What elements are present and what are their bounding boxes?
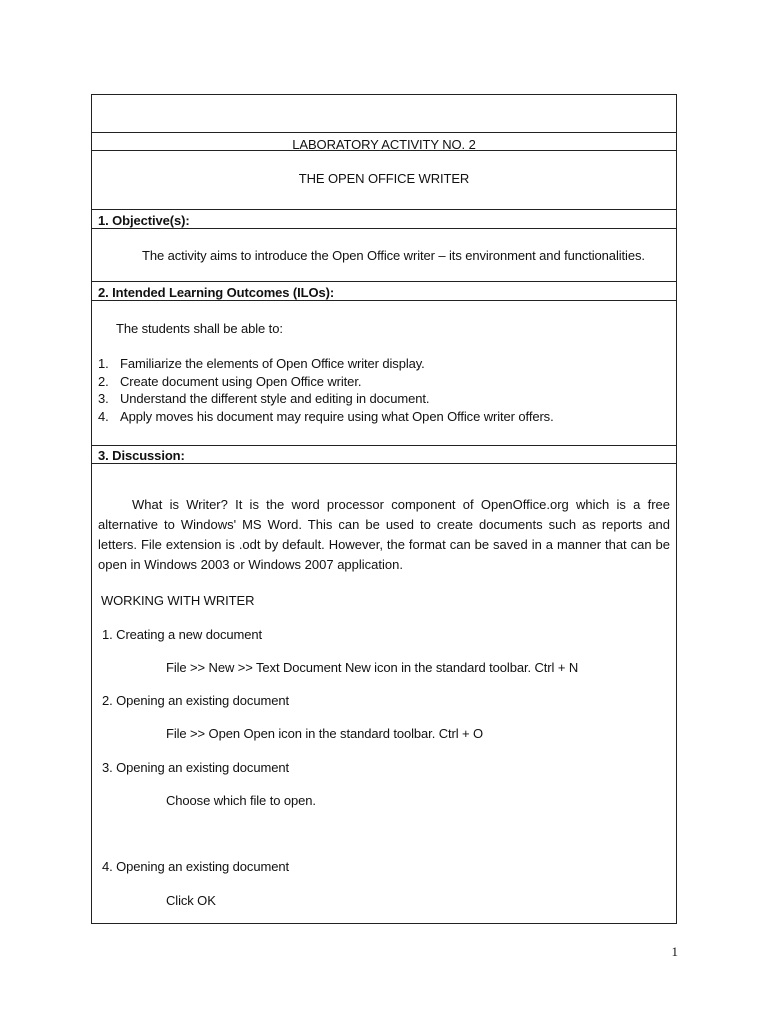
row-divider	[92, 300, 676, 301]
row-divider	[92, 209, 676, 210]
row-divider	[92, 150, 676, 151]
step-title: 3. Opening an existing document	[102, 760, 289, 775]
row-divider	[92, 445, 676, 446]
step-detail: Click OK	[166, 893, 216, 908]
discussion-paragraph: What is Writer? It is the word processor component of OpenOffice.org which is a free alternative to Windows' MS Word. This can be used to create documents such as reports and letters. File extension is .odt by default. However, the format can be saved in a manner that can be open in Windows 2003 or Windows 2007 application.	[98, 497, 670, 572]
objectives-heading: 1. Objective(s):	[98, 213, 190, 228]
section-title: WORKING WITH WRITER	[101, 593, 255, 608]
ilos-intro: The students shall be able to:	[116, 321, 283, 336]
page-number: 1	[671, 944, 678, 959]
step-detail: File >> New >> Text Document New icon in the standard toolbar. Ctrl + N	[166, 660, 579, 675]
discussion-heading: 3. Discussion:	[98, 448, 185, 463]
step-title: 1. Creating a new document	[102, 627, 262, 642]
list-item: Create document using Open Office writer.	[120, 374, 362, 389]
list-item: Understand the different style and editing in document.	[120, 391, 430, 406]
step-title: 4. Opening an existing document	[102, 859, 289, 874]
list-item-number: 3.	[98, 391, 109, 406]
step-detail: Choose which file to open.	[166, 793, 316, 808]
activity-title: LABORATORY ACTIVITY NO. 2	[292, 137, 476, 152]
list-item-number: 2.	[98, 374, 109, 389]
objectives-text: The activity aims to introduce the Open Office writer – its environment and functionalities.	[142, 248, 645, 263]
list-item: Familiarize the elements of Open Office writer display.	[120, 356, 425, 371]
activity-table	[91, 94, 677, 924]
row-divider	[92, 463, 676, 464]
ilos-heading: 2. Intended Learning Outcomes (ILOs):	[98, 285, 335, 300]
step-title: 2. Opening an existing document	[102, 693, 289, 708]
row-divider	[92, 228, 676, 229]
list-item-number: 1.	[98, 356, 109, 371]
list-item: Apply moves his document may require using what Open Office writer offers.	[120, 409, 554, 424]
step-detail: File >> Open Open icon in the standard toolbar. Ctrl + O	[166, 726, 484, 741]
row-divider	[92, 281, 676, 282]
row-divider	[92, 132, 676, 133]
list-item-number: 4.	[98, 409, 109, 424]
activity-subtitle: THE OPEN OFFICE WRITER	[298, 171, 470, 186]
